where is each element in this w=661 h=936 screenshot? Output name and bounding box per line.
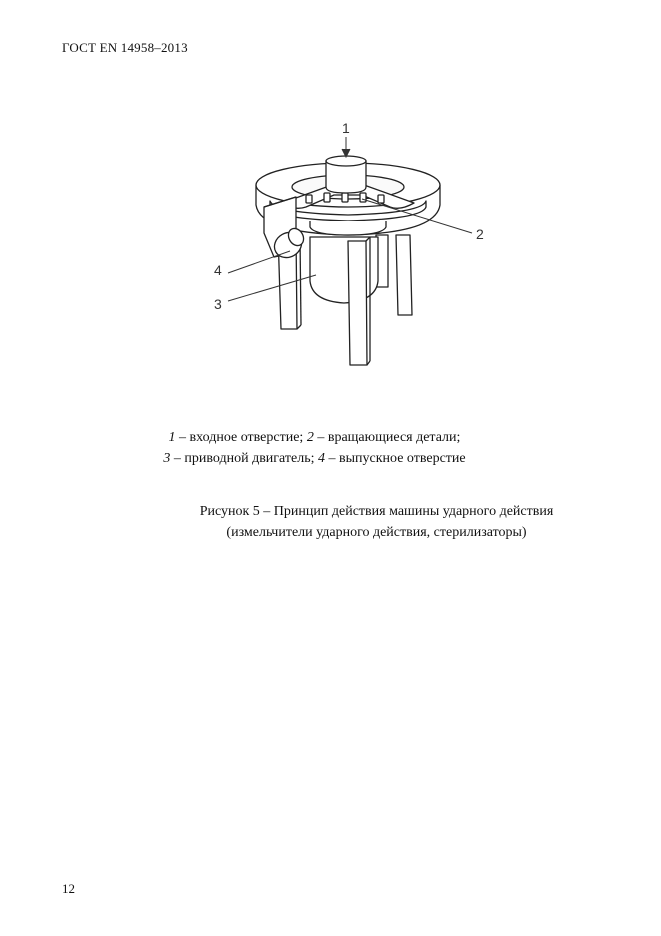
callout-2: 2 [476,226,484,242]
leg-back-right [396,235,412,315]
legend-number-2: 2 [306,430,314,445]
callout-3: 3 [214,296,222,312]
callout-1: 1 [342,120,350,136]
legend-text-3: – приводной двигатель; [170,451,318,466]
legend-text-2: – вращающиеся детали; [313,430,461,445]
legend-text-1: – входное отверстие; [175,430,307,445]
legend-number-3: 3 [163,451,171,466]
legend-number-4: 4 [318,451,325,466]
figure-legend-line-1 [0,427,645,448]
leg-front-center [348,241,367,365]
document-header: ГОСТ EN 14958–2013 [62,40,188,55]
machine-drawing [200,115,500,375]
drive-motor [310,237,378,303]
figure-caption-subtitle: (измельчители ударного действия, стерилизаторы) [226,525,527,540]
figure-impact-machine [200,115,500,375]
figure-caption-title: Рисунок 5 – Принцип действия машины ударного действия [199,504,554,519]
figure-legend-line-2 [0,448,645,469]
legend-text-4: – выпускное отверстие [325,451,466,466]
callout-4: 4 [214,262,222,278]
page-number: 12 [62,881,75,896]
legend-number-1: 1 [168,430,176,445]
